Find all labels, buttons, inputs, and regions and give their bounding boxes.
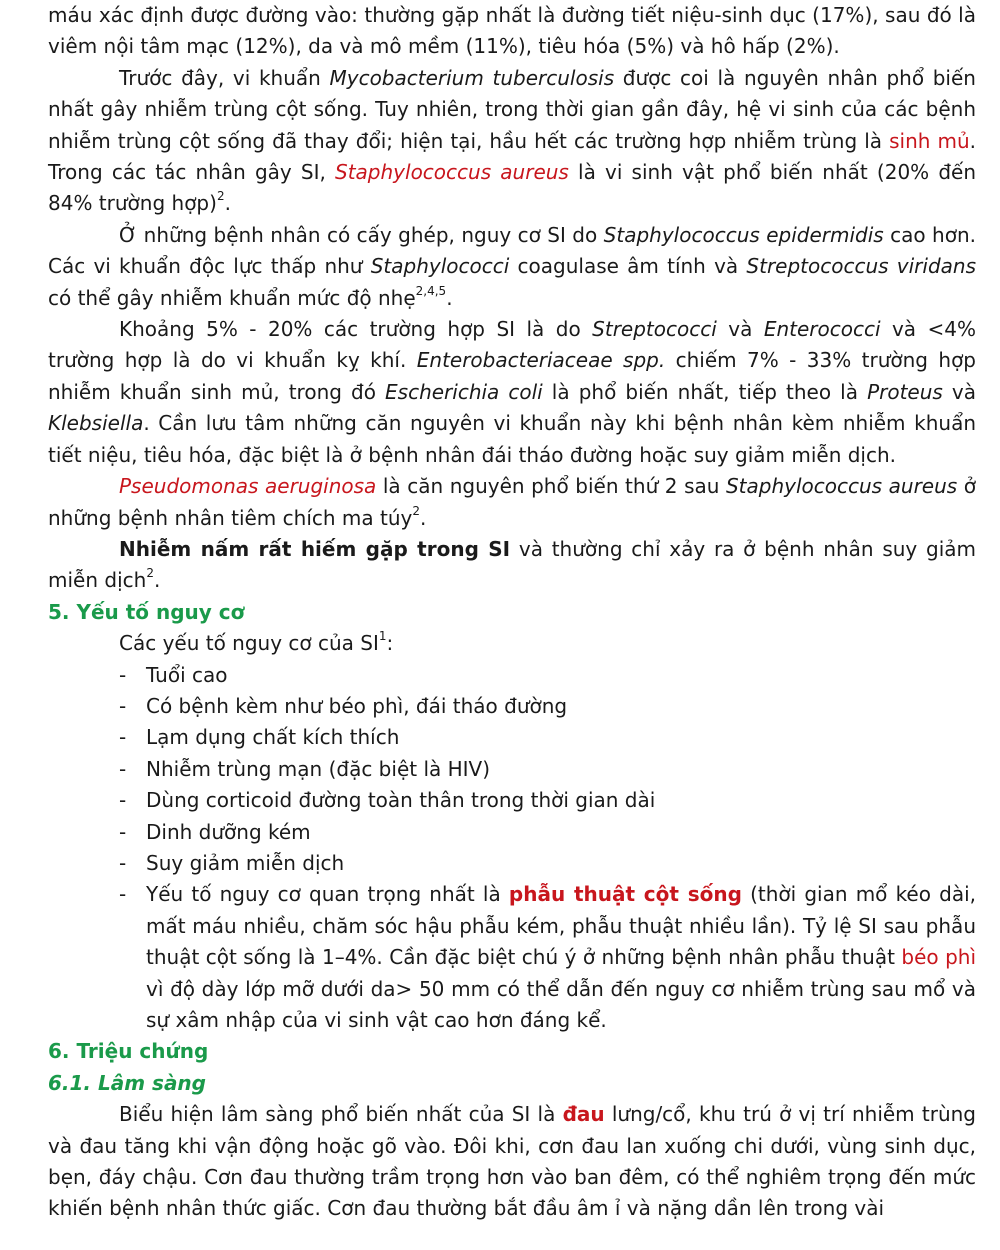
list-item: - Dùng corticoid đường toàn thân trong thời gian dài bbox=[119, 785, 976, 816]
citation: 1 bbox=[378, 629, 387, 644]
citation: 2,4,5 bbox=[415, 283, 447, 298]
paragraph-fungal: Nhiễm nấm rất hiếm gặp trong SI và thường chỉ xảy ra ở bệnh nhân suy giảm miễn dịch$^2$. bbox=[48, 536, 976, 593]
risk-factors-intro: Các yếu tố nguy cơ của $SI^1$: bbox=[119, 629, 394, 656]
list-item: - Tuổi cao bbox=[119, 660, 976, 691]
list-item: - Có bệnh kèm như béo phì, đái tháo đường bbox=[119, 691, 976, 722]
section-6-1-subheading: 6.1. Lâm sàng bbox=[48, 1070, 206, 1095]
paragraph-clinical: Biểu hiện lâm sàng phổ biến nhất của SI là đau lưng/cổ, khu trú ở vị trí nhiễm trùng và đau tăng khi vận động hoặc gõ vào. Đôi khi, cơn đau lan xuống chi dưới, vùng sinh dục, bẹn, đáy chậu. Cơn đau thường trầm trọng hơn vào ban đêm, có thể nghiêm trọng đến mức khiến bệnh nhân thức giấc. Cơn đau thường bắt đầu âm ỉ và nặng dần lên trong vài bbox=[48, 1102, 976, 1221]
risk-factor-list bbox=[48, 660, 976, 1037]
section-6-heading: 6. Triệu chứng bbox=[48, 1039, 209, 1064]
highlight-spine-surgery: phẫu thuật cột sống bbox=[508, 882, 742, 907]
paragraph-implant: Ở những bệnh nhân có cấy ghép, nguy cơ SI do Staphylococcus epidermidis cao hơn. Các vi khuẩn độc lực thấp như Staphylococci coagulase âm tính và Streptococcus viridans có thể gây nhiễm khuẩn mức độ nhẹ$^{2,4,5}$. bbox=[48, 222, 977, 310]
paragraph-streptococci: Khoảng 5% - 20% các trường hợp SI là do Streptococci và Enterococci và <4% trường hợp là do vi khuẩn kỵ khí. Enterobacteriaceae spp. chiếm 7% - 33% trường hợp nhiễm khuẩn sinh mủ, trong đó Escherichia coli là phổ biến nhất, tiếp theo là Proteus và Klebsiella. Cần lưu tâm những căn nguyên vi khuẩn này khi bệnh nhân kèm nhiễm khuẩn tiết niệu, tiêu hóa, đặc biệt là ở bệnh nhân đái tháo đường hoặc suy giảm miễn dịch. bbox=[48, 317, 977, 467]
highlight-pseudomonas: Pseudomonas aeruginosa bbox=[119, 474, 377, 499]
citation: 2 bbox=[412, 503, 420, 518]
highlight-obesity: béo phì bbox=[901, 945, 976, 970]
paragraph-entry-routes: máu xác định được đường vào: thường gặp nhất là đường tiết niệu-sinh dục (17%), sau đó là viêm nội tâm mạc (12%), da và mô mềm (11%), tiêu hóa (5%) và hô hấp (2%). bbox=[48, 3, 976, 59]
list-item: - Suy giảm miễn dịch bbox=[119, 848, 976, 879]
list-item: - Lạm dụng chất kích thích bbox=[119, 722, 976, 753]
citation: 2 bbox=[216, 189, 225, 204]
list-item-surgery: - Yếu tố nguy cơ quan trọng nhất là phẫu thuật cột sống (thời gian mổ kéo dài, mất máu nhiều, chăm sóc hậu phẫu kém, phẫu thuật nhiều lần). Tỷ lệ SI sau phẫu thuật cột sống là 1–4%. Cần đặc biệt chú ý ở những bệnh nhân phẫu thuật béo phì vì độ dày lớp mỡ dưới da> 50 mm có thể dẫn đến nguy cơ nhiễm trùng sau mổ và sự xâm nhập của vi sinh vật cao hơn đáng kể. bbox=[119, 879, 976, 1036]
section-5-heading: 5. Yếu tố nguy cơ bbox=[48, 599, 245, 624]
list-item: - Dinh dưỡng kém bbox=[119, 817, 976, 848]
list-item: - Nhiễm trùng mạn (đặc biệt là HIV) bbox=[119, 754, 976, 785]
highlight-staph-aureus: Staphylococcus aureus bbox=[335, 160, 569, 185]
citation: 2 bbox=[146, 566, 154, 581]
paragraph-pseudomonas: Pseudomonas aeruginosa là căn nguyên phổ biến thứ 2 sau Staphylococcus aureus ở những bệnh nhân tiêm chích ma túy$^2$. bbox=[48, 474, 976, 530]
bold-fungal: Nhiễm nấm rất hiếm gặp trong SI bbox=[119, 536, 511, 561]
paragraph-mycobacterium: Trước đây, vi khuẩn Mycobacterium tuberculosis được coi là nguyên nhân phổ biến nhất gây nhiễm trùng cột sống. Tuy nhiên, trong thời gian gần đây, hệ vi sinh của các bệnh nhiễm trùng cột sống đã thay đổi; hiện tại, hầu hết các trường hợp nhiễm trùng là sinh mủ. Trong các tác nhân gây SI, Staphylococcus aureus là vi sinh vật phổ biến nhất (20% đến 84% trường hợp)$^2$. bbox=[48, 65, 977, 216]
highlight-sinh-mu: sinh mủ bbox=[889, 128, 970, 153]
document-page bbox=[48, 0, 976, 1225]
highlight-pain: đau bbox=[562, 1102, 605, 1127]
